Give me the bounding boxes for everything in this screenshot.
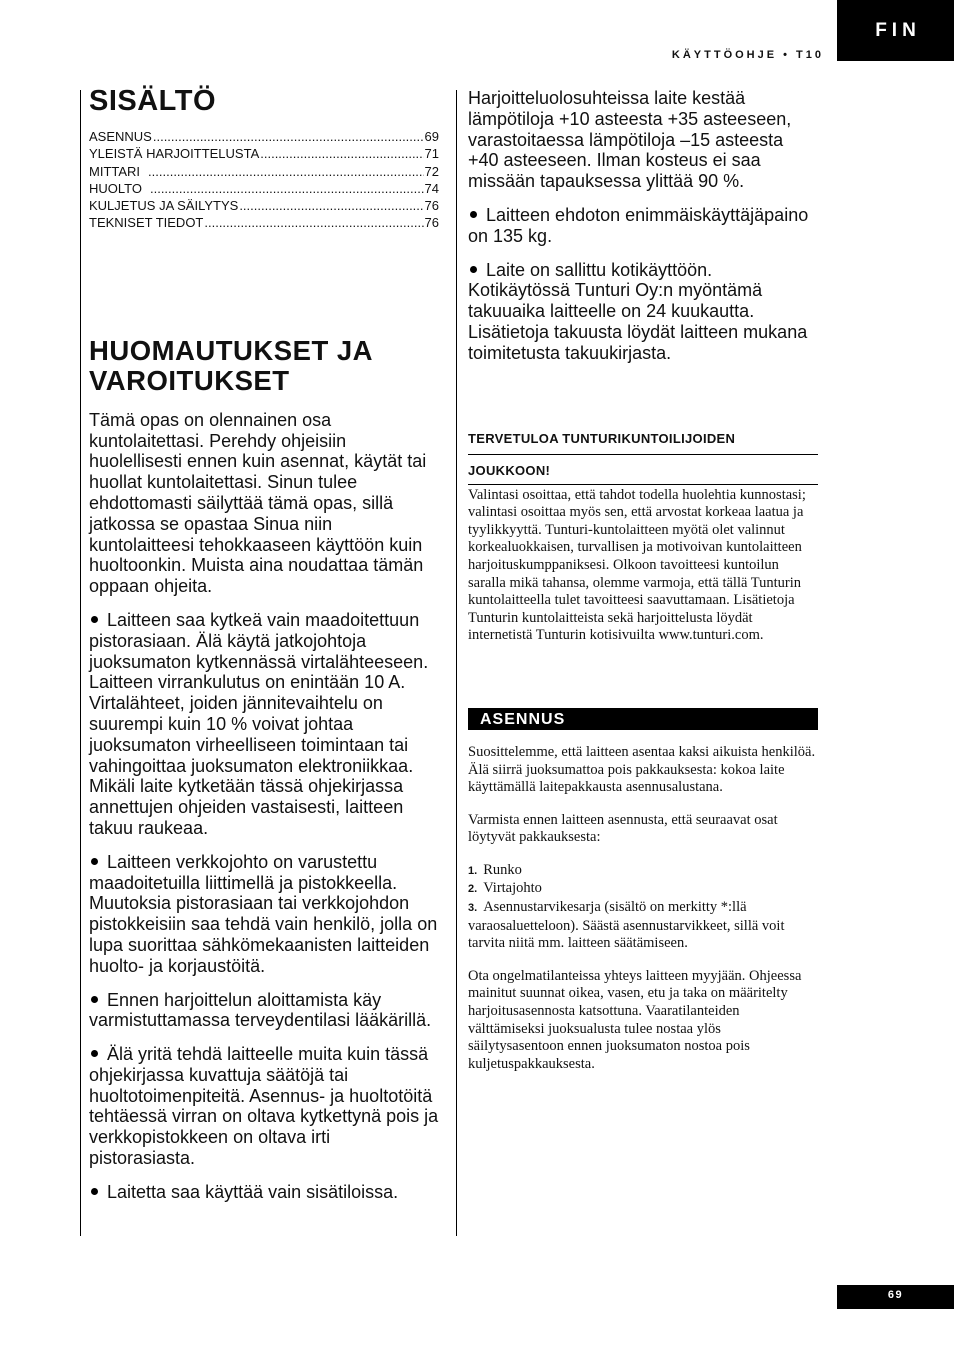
bullet-icon — [91, 858, 98, 865]
list-item — [468, 899, 818, 953]
table-of-contents — [89, 128, 439, 232]
warnings-title-line1: HUOMAUTUKSET JA — [89, 334, 374, 366]
left-column-rule — [80, 90, 81, 1236]
welcome-heading-line1: TERVETULOA TUNTURIKUNTOILIJOIDEN — [468, 430, 736, 446]
bullet-icon — [470, 266, 477, 273]
warning-item — [468, 260, 818, 364]
middle-column-rule — [456, 90, 457, 1236]
warning-item — [89, 610, 439, 839]
toc-entry-page: 76 — [424, 215, 439, 231]
left-column — [89, 86, 439, 1203]
warning-item — [468, 205, 818, 247]
toc-entry-label: HUOLTO — [89, 180, 142, 196]
bullet-icon — [91, 1050, 98, 1057]
assembly-paragraph: Ota ongelmatilanteissa yhteys laitteen myyjään. Ohjeessa mainitut suunnat oikea, vasen, etu ja taka on määritelty harjoitusasennosta katsottuna. Vaaratilanteiden välttämiseksi juoksualusta tulee nostaa ylös säilytysasentoon ennen juoksumaton nostoa pois kuljetuspakkauksesta. — [468, 967, 802, 1072]
welcome-section — [468, 431, 818, 645]
list-item-text: Runko — [483, 861, 522, 878]
warning-item — [89, 1182, 439, 1203]
warning-item-text: Älä yritä tehdä laitteelle muita kuin tässä ohjekirjassa kuvattuja säätöjä tai huoltotoimenpiteitä. Asennus- ja huoltotöitä tehtäessä virran on oltava kytkettynä pois ja verkkopistokkeen on oltava irti pistorasiasta. — [89, 1044, 439, 1169]
warning-item-text: Laitteen ehdoton enimmäiskäyttäjäpaino on 135 kg. — [468, 204, 809, 246]
conditions-text: Harjoitteluolosuhteissa laite kestää lämpötiloja +10 asteesta +35 asteeseen, varastoitaessa lämpötiloja –15 asteesta +40 asteeseen. Ilman kosteus ei saa missään tapauksessa ylittää 90 %. — [468, 88, 792, 192]
bullet-icon — [91, 996, 98, 1003]
toc-entry-label: MITTARI — [89, 163, 141, 179]
warning-item-text: Laitetta saa käyttää vain sisätiloissa. — [107, 1181, 399, 1202]
toc-leader — [204, 214, 423, 231]
list-item-number: 1. — [468, 864, 478, 877]
toc-leader — [153, 128, 424, 145]
toc-entry[interactable] — [89, 145, 439, 162]
parts-list — [468, 862, 818, 953]
list-item-number: 2. — [468, 883, 478, 896]
toc-title: SISÄLTÖ — [89, 85, 217, 117]
welcome-heading-line2: JOUKKOON! — [468, 462, 551, 478]
toc-leader — [260, 145, 423, 162]
warnings-title — [89, 336, 439, 396]
divider — [468, 484, 818, 485]
toc-entry[interactable] — [89, 128, 439, 145]
toc-entry-page: 69 — [424, 129, 439, 144]
list-item — [468, 880, 818, 899]
toc-leader — [239, 197, 423, 214]
toc-entry-page: 71 — [424, 146, 439, 162]
toc-leader — [150, 180, 424, 197]
list-item-text: Asennustarvikesarja (sisältö on merkitty *:llä varaosaluetteloon). Säästä asennustarvikkeet, sillä voit tarvita niitä mm. laitteen säätämiseen. — [468, 899, 785, 952]
warning-item-text: Laitteen verkkojohto on varustettu maadoitetuilla liittimellä ja pistokkeella. Muutoksia pistorasiaan tai verkkojohdon pistokkeisiin saa tehdä vain henkilö, jolla on lupa suorittaa sähkömekaanisten laitteiden huolto- ja korjaustöitä. — [89, 851, 438, 976]
warning-item — [89, 990, 439, 1032]
warning-item — [89, 852, 439, 977]
bullet-icon — [91, 1188, 98, 1195]
toc-entry-label: TEKNISET TIEDOT — [89, 215, 204, 231]
assembly-paragraph: Varmista ennen laitteen asennusta, että seuraavat osat löytyvät pakkauksesta: — [468, 811, 778, 846]
list-item-text: Virtajohto — [483, 880, 542, 897]
page-number: 69 — [837, 1285, 954, 1309]
toc-entry[interactable] — [89, 180, 439, 197]
bullet-icon — [91, 616, 98, 623]
warnings-title-line2: VAROITUKSET — [89, 364, 290, 396]
toc-entry-label: ASENNUS — [89, 129, 152, 144]
toc-entry[interactable] — [89, 197, 439, 214]
toc-entry-label: YLEISTÄ HARJOITTELUSTA — [89, 146, 260, 162]
toc-entry-page: 76 — [424, 198, 439, 214]
assembly-paragraph: Suosittelemme, että laitteen asentaa kaksi aikuista henkilöä. Älä siirrä juoksumattoa pois pakkauksesta: kokoa laite käyttämällä laitepakkausta asennusalustana. — [468, 743, 816, 796]
right-column — [468, 88, 818, 1073]
section-header-assembly: ASENNUS — [468, 708, 818, 730]
warning-item-text: Laite on sallittu kotikäyttöön. Kotikäytössä Tunturi Oy:n myöntämä takuuaika laitteelle on 24 kuukautta. Lisätietoja takuusta löydät laitteen mukana toimitetusta takuukirjasta. — [468, 259, 808, 363]
list-item-number: 3. — [468, 902, 478, 915]
toc-entry-label: KULJETUS JA SÄILYTYS — [89, 198, 239, 214]
warning-item — [89, 1044, 439, 1169]
toc-entry-page: 72 — [424, 163, 439, 179]
toc-entry[interactable] — [89, 214, 439, 231]
manual-title: KÄYTTÖOHJE • T10 — [671, 49, 824, 61]
warning-item-text: Laitteen saa kytkeä vain maadoitettuun pistorasiaan. Älä käytä jatkojohtoja juoksumaton kytkennässä virtalähteeseen. Laitteen virrankulutus on enintään 10 A. Virtalähteet, joiden jännitevaihtelu on suurempi kuin 10 % voivat johtaa juoksumaton virheelliseen toimintaan tai vahingoittaa juoksumaton elektroniikkaa. Mikäli laite kytketään tässä ohjekirjassa annettujen ohjeiden vastaisesti, laitteen takuu raukeaa. — [89, 609, 429, 838]
list-item — [468, 862, 818, 881]
toc-entry[interactable] — [89, 163, 439, 180]
warnings-intro: Tämä opas on olennainen osa kuntolaitettasi. Perehdy ohjeisiin huolellisesti ennen kuin asennat, käytät tai huollat kuntolaitettasi. Sinun tulee ehdottomasti säilyttää tämä opas, sillä jatkossa se opastaa Sinua niin kuntolaitteesi tehokkaaseen käyttöön kuin huoltoonkin. Muista aina noudattaa tämän oppaan ohjeita. — [89, 409, 427, 597]
toc-leader — [148, 163, 424, 180]
bullet-icon — [470, 211, 477, 218]
toc-entry-page: 74 — [424, 180, 439, 196]
warning-item-text: Ennen harjoittelun aloittamista käy varmistuttamassa terveydentilasi lääkärillä. — [89, 989, 432, 1031]
welcome-body: Valintasi osoittaa, että tahdot todella huolehtia kunnostasi; valintasi osoittaa myös sen, että arvostat korkeaa laatua ja tyylikkyyttä. Tunturi-kuntolaitteen myötä olet valinnut korkealuokkaisen, turvallisen ja motivoivan kuntolaitteen harjoituskumppaniksesi. Olkoon tavoitteesi kuntoilun saralla mikä tahansa, olemme varmoja, että tällä Tunturin kuntolaitteella tulet tavoitteesi saavuttamaan. Lisätietoja Tunturin kuntolaitteista sekä harjoittelusta löydät internetistä Tunturin kotisivuilta www.tunturi.com. — [468, 486, 806, 644]
language-tab: FIN — [837, 0, 954, 61]
